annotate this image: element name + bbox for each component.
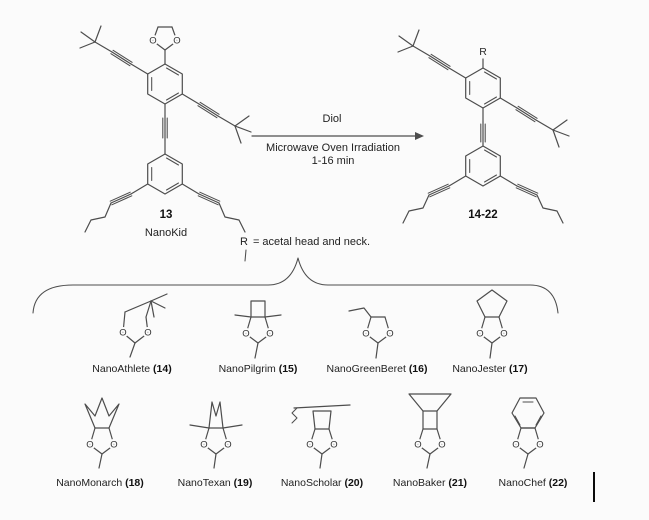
oxygen-atom-label: O [438,439,446,451]
arrow-reagent-label: Diol [322,113,342,125]
r-substituent-label: R [479,46,487,58]
left-alkyne-arm [80,26,148,74]
derivative-label-nanotexan [178,477,253,489]
derivative-label-nanoscholar [281,477,363,489]
derivative-label-nanobaker [393,477,467,489]
right-leg [500,176,563,223]
oxygen-atom-label: O [386,328,394,340]
upper-benzene-ring [466,68,501,108]
derivative-name: NanoJester [452,363,507,375]
lower-benzene-ring [148,154,183,194]
derivative-label-nanopilgrim [219,363,298,375]
oxygen-atom-label: O [149,35,157,47]
derivative-number: (16) [408,363,428,375]
oxygen-atom-label: O [536,439,544,451]
derivative-label-nanogreenberet [327,363,428,375]
oxygen-atom-label: O [86,439,94,451]
oxygen-atom-label: O [110,439,118,451]
oxygen-atom-label: O [242,328,250,340]
oxygen-atom-label: O [119,327,127,339]
central-alkyne [163,104,167,154]
left-leg [85,184,148,232]
derivative-name: NanoAthlete [92,363,151,375]
derivative-name: NanoChef [498,477,546,489]
derivative-name: NanoBaker [392,477,446,489]
derivative-name: NanoPilgrim [218,363,276,375]
derivative-label-nanoathlete [92,363,171,375]
oxygen-atom-label: O [362,328,370,340]
oxygen-atom-label: O [330,439,338,451]
left-alkyne-arm [398,30,466,78]
central-alkyne [481,108,485,146]
oxygen-atom-label: O [144,327,152,339]
arrow-conditions-line1: Microwave Oven Irradiation [266,142,400,154]
right-alkyne-arm [500,98,569,147]
derivative-number: (15) [278,363,298,375]
structure-nanochef [488,384,568,479]
oxygen-atom-label: O [500,328,508,340]
oxygen-atom-label: O [512,439,520,451]
derivative-name: NanoScholar [280,477,342,489]
dioxolane-head [149,27,180,64]
right-alkyne-arm [182,94,251,143]
derivative-name: NanoMonarch [56,477,123,489]
reactant-number: 13 [159,209,173,221]
derivative-label-nanomonarch [56,477,144,489]
derivative-label-nanochef [499,477,568,489]
derivative-number: (18) [125,477,144,489]
nanokid-structure [55,6,285,238]
oxygen-atom-label: O [306,439,314,451]
derivative-number: (17) [508,363,528,375]
oxygen-atom-label: O [200,439,208,451]
derivative-number: (14) [153,363,172,375]
derivative-number: (19) [233,477,253,489]
derivative-number: (20) [344,477,364,489]
structure-nanomonarch [62,384,142,479]
structure-nanoathlete [97,275,177,370]
r-bond-tick [245,250,246,261]
oxygen-atom-label: O [173,35,181,47]
structure-nanogreenberet [338,275,418,370]
upper-benzene-ring [148,64,183,104]
derivative-label-nanojester [452,363,527,375]
structure-nanopilgrim [218,275,298,370]
structure-nanobaker [390,384,470,479]
derivative-number: (22) [548,477,568,489]
oxygen-atom-label: O [224,439,232,451]
text-cursor-bar [593,472,595,502]
structure-nanotexan [176,384,256,479]
product-number: 14-22 [468,209,498,221]
derivative-number: (21) [448,477,468,489]
reactant-name: NanoKid [144,227,188,239]
structure-nanojester [452,273,532,368]
r-definition-text: = acetal head and neck. [252,236,371,248]
lower-benzene-ring [466,146,501,186]
r-definition-symbol: R [240,236,248,248]
oxygen-atom-label: O [414,439,422,451]
right-leg [182,184,245,232]
arrow-conditions-line2: 1-16 min [311,155,355,167]
derivative-name: NanoGreenBeret [326,363,406,375]
r-group-head [479,46,487,68]
left-leg [403,176,466,223]
derivative-name: NanoTexan [177,477,231,489]
oxygen-atom-label: O [476,328,484,340]
product-structure [375,26,605,231]
structure-nanoscholar [282,384,362,479]
oxygen-atom-label: O [266,328,274,340]
